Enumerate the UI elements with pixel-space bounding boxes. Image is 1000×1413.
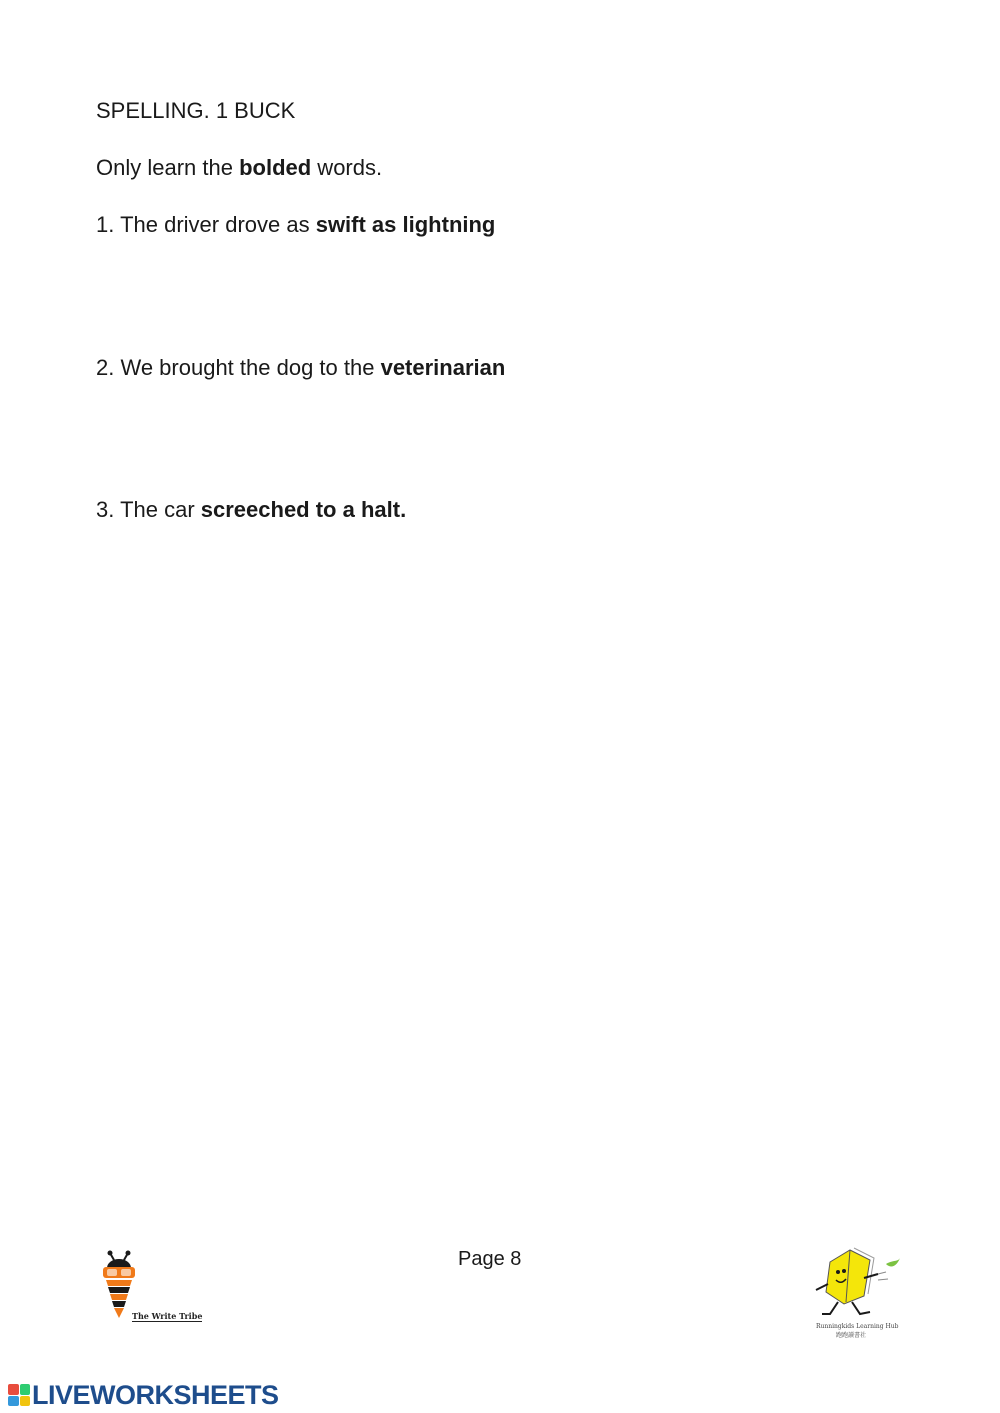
bee-logo-caption: The Write Tribe <box>132 1311 203 1321</box>
item-bold-words: screeched to a halt. <box>200 497 407 522</box>
page-number: Page 8 <box>458 1248 522 1270</box>
item-bold-words: swift as lightning <box>315 212 496 237</box>
title-text: SPELLING. 1 BUCK <box>96 98 296 123</box>
book-logo-caption: Runningkids Learning Hub <box>816 1323 899 1330</box>
item-text: 3. The car <box>96 497 201 522</box>
spelling-item-3 <box>96 497 406 523</box>
instruction-prefix: Only learn the <box>96 155 240 180</box>
instruction-bold-word: bolded <box>239 155 312 180</box>
liveworksheets-logo-text: LIVEWORKSHEETS <box>32 1380 279 1410</box>
item-text: 2. We brought the dog to the <box>96 355 381 380</box>
worksheet-title <box>96 98 295 124</box>
book-logo-caption-chinese: 跑跑讀書社 <box>836 1332 867 1339</box>
running-book-icon <box>808 1244 908 1326</box>
instruction-suffix: words. <box>311 155 383 180</box>
item-text: 1. The driver drove as <box>96 212 316 237</box>
spelling-item-1 <box>96 212 495 238</box>
spelling-item-2 <box>96 355 505 381</box>
liveworksheets-icon <box>8 1384 30 1406</box>
instruction-line <box>96 155 382 181</box>
item-bold-words: veterinarian <box>380 355 506 380</box>
liveworksheets-brand <box>8 1380 279 1410</box>
